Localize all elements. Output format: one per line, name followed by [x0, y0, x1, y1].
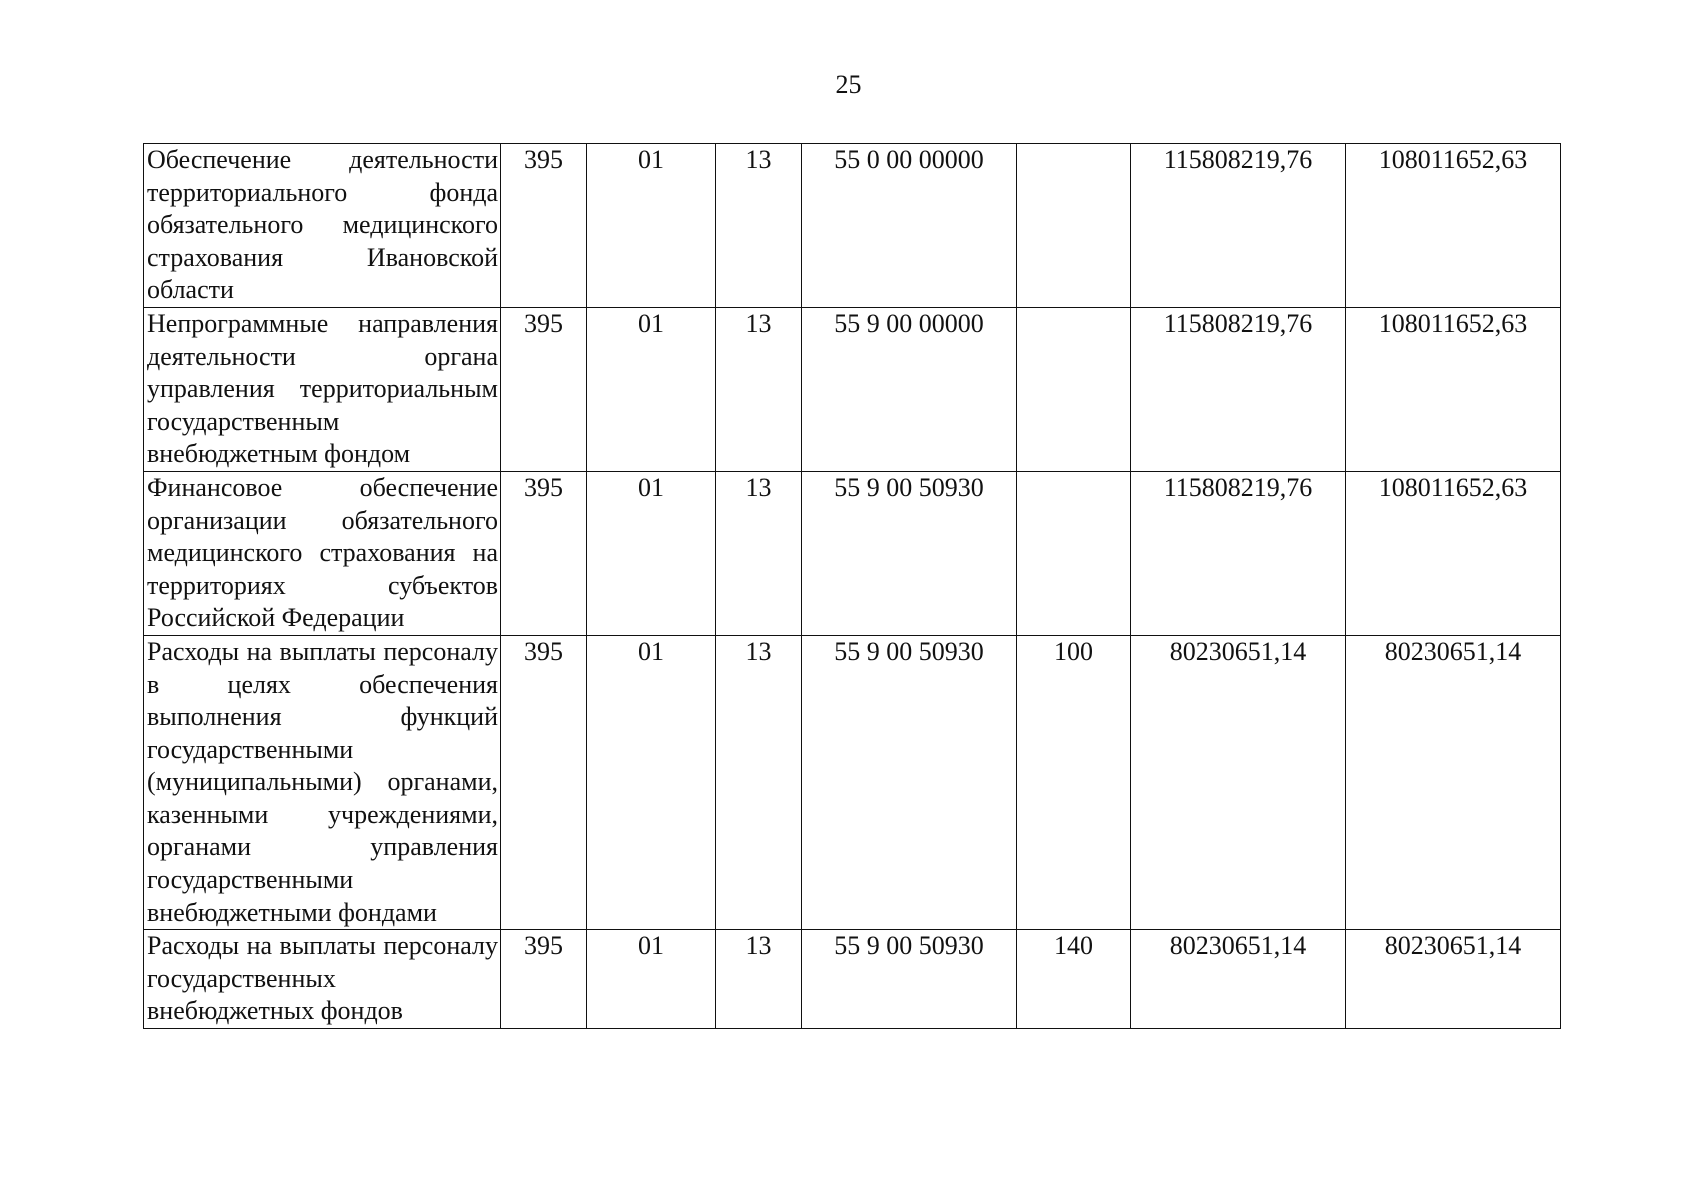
- table-row: [144, 307, 1561, 471]
- amount-1-cell: 115808219,76: [1131, 471, 1346, 635]
- expense-name-cell: Непрограммные направления деятельности органа управления территориальным государственным внебюджетным фондом: [144, 307, 501, 471]
- amount-2-cell: 108011652,63: [1346, 144, 1561, 308]
- amount-2-cell: 80230651,14: [1346, 930, 1561, 1029]
- chief-admin-code-cell: 395: [501, 144, 587, 308]
- chief-admin-code-cell: 395: [501, 635, 587, 929]
- amount-2-cell: 108011652,63: [1346, 471, 1561, 635]
- section-code-cell: 01: [587, 471, 716, 635]
- subsection-code-cell: 13: [716, 307, 802, 471]
- page-number: 25: [835, 70, 862, 99]
- section-code-cell: 01: [587, 307, 716, 471]
- expense-type-code-cell: [1017, 144, 1131, 308]
- section-code-cell: 01: [587, 930, 716, 1029]
- amount-1-cell: 115808219,76: [1131, 144, 1346, 308]
- expense-name-cell: Обеспечение деятельности территориального фонда обязательного медицинского страхования Ивановской области: [144, 144, 501, 308]
- chief-admin-code-cell: 395: [501, 930, 587, 1029]
- expense-type-code-cell: [1017, 471, 1131, 635]
- expense-name-cell: Финансовое обеспечение организации обязательного медицинского страхования на территориях субъектов Российской Федерации: [144, 471, 501, 635]
- expense-type-code-cell: 100: [1017, 635, 1131, 929]
- amount-2-cell: 108011652,63: [1346, 307, 1561, 471]
- subsection-code-cell: 13: [716, 930, 802, 1029]
- table-row: [144, 635, 1561, 929]
- amount-1-cell: 80230651,14: [1131, 635, 1346, 929]
- target-article-code-cell: 55 9 00 50930: [802, 635, 1017, 929]
- target-article-code-cell: 55 9 00 50930: [802, 471, 1017, 635]
- subsection-code-cell: 13: [716, 144, 802, 308]
- table-row: [144, 930, 1561, 1029]
- table-row: [144, 144, 1561, 308]
- amount-1-cell: 115808219,76: [1131, 307, 1346, 471]
- subsection-code-cell: 13: [716, 635, 802, 929]
- chief-admin-code-cell: 395: [501, 471, 587, 635]
- expense-name-cell: Расходы на выплаты персоналу государственных внебюджетных фондов: [144, 930, 501, 1029]
- chief-admin-code-cell: 395: [501, 307, 587, 471]
- expense-type-code-cell: [1017, 307, 1131, 471]
- expense-type-code-cell: 140: [1017, 930, 1131, 1029]
- section-code-cell: 01: [587, 635, 716, 929]
- table-row: [144, 471, 1561, 635]
- subsection-code-cell: 13: [716, 471, 802, 635]
- target-article-code-cell: 55 0 00 00000: [802, 144, 1017, 308]
- amount-1-cell: 80230651,14: [1131, 930, 1346, 1029]
- expense-name-cell: Расходы на выплаты персоналу в целях обеспечения выполнения функций государственными (муниципальными) органами, казенными учреждениями, органами управления государственными внебюджетными фондами: [144, 635, 501, 929]
- budget-table: [143, 143, 1561, 1029]
- section-code-cell: 01: [587, 144, 716, 308]
- amount-2-cell: 80230651,14: [1346, 635, 1561, 929]
- target-article-code-cell: 55 9 00 00000: [802, 307, 1017, 471]
- target-article-code-cell: 55 9 00 50930: [802, 930, 1017, 1029]
